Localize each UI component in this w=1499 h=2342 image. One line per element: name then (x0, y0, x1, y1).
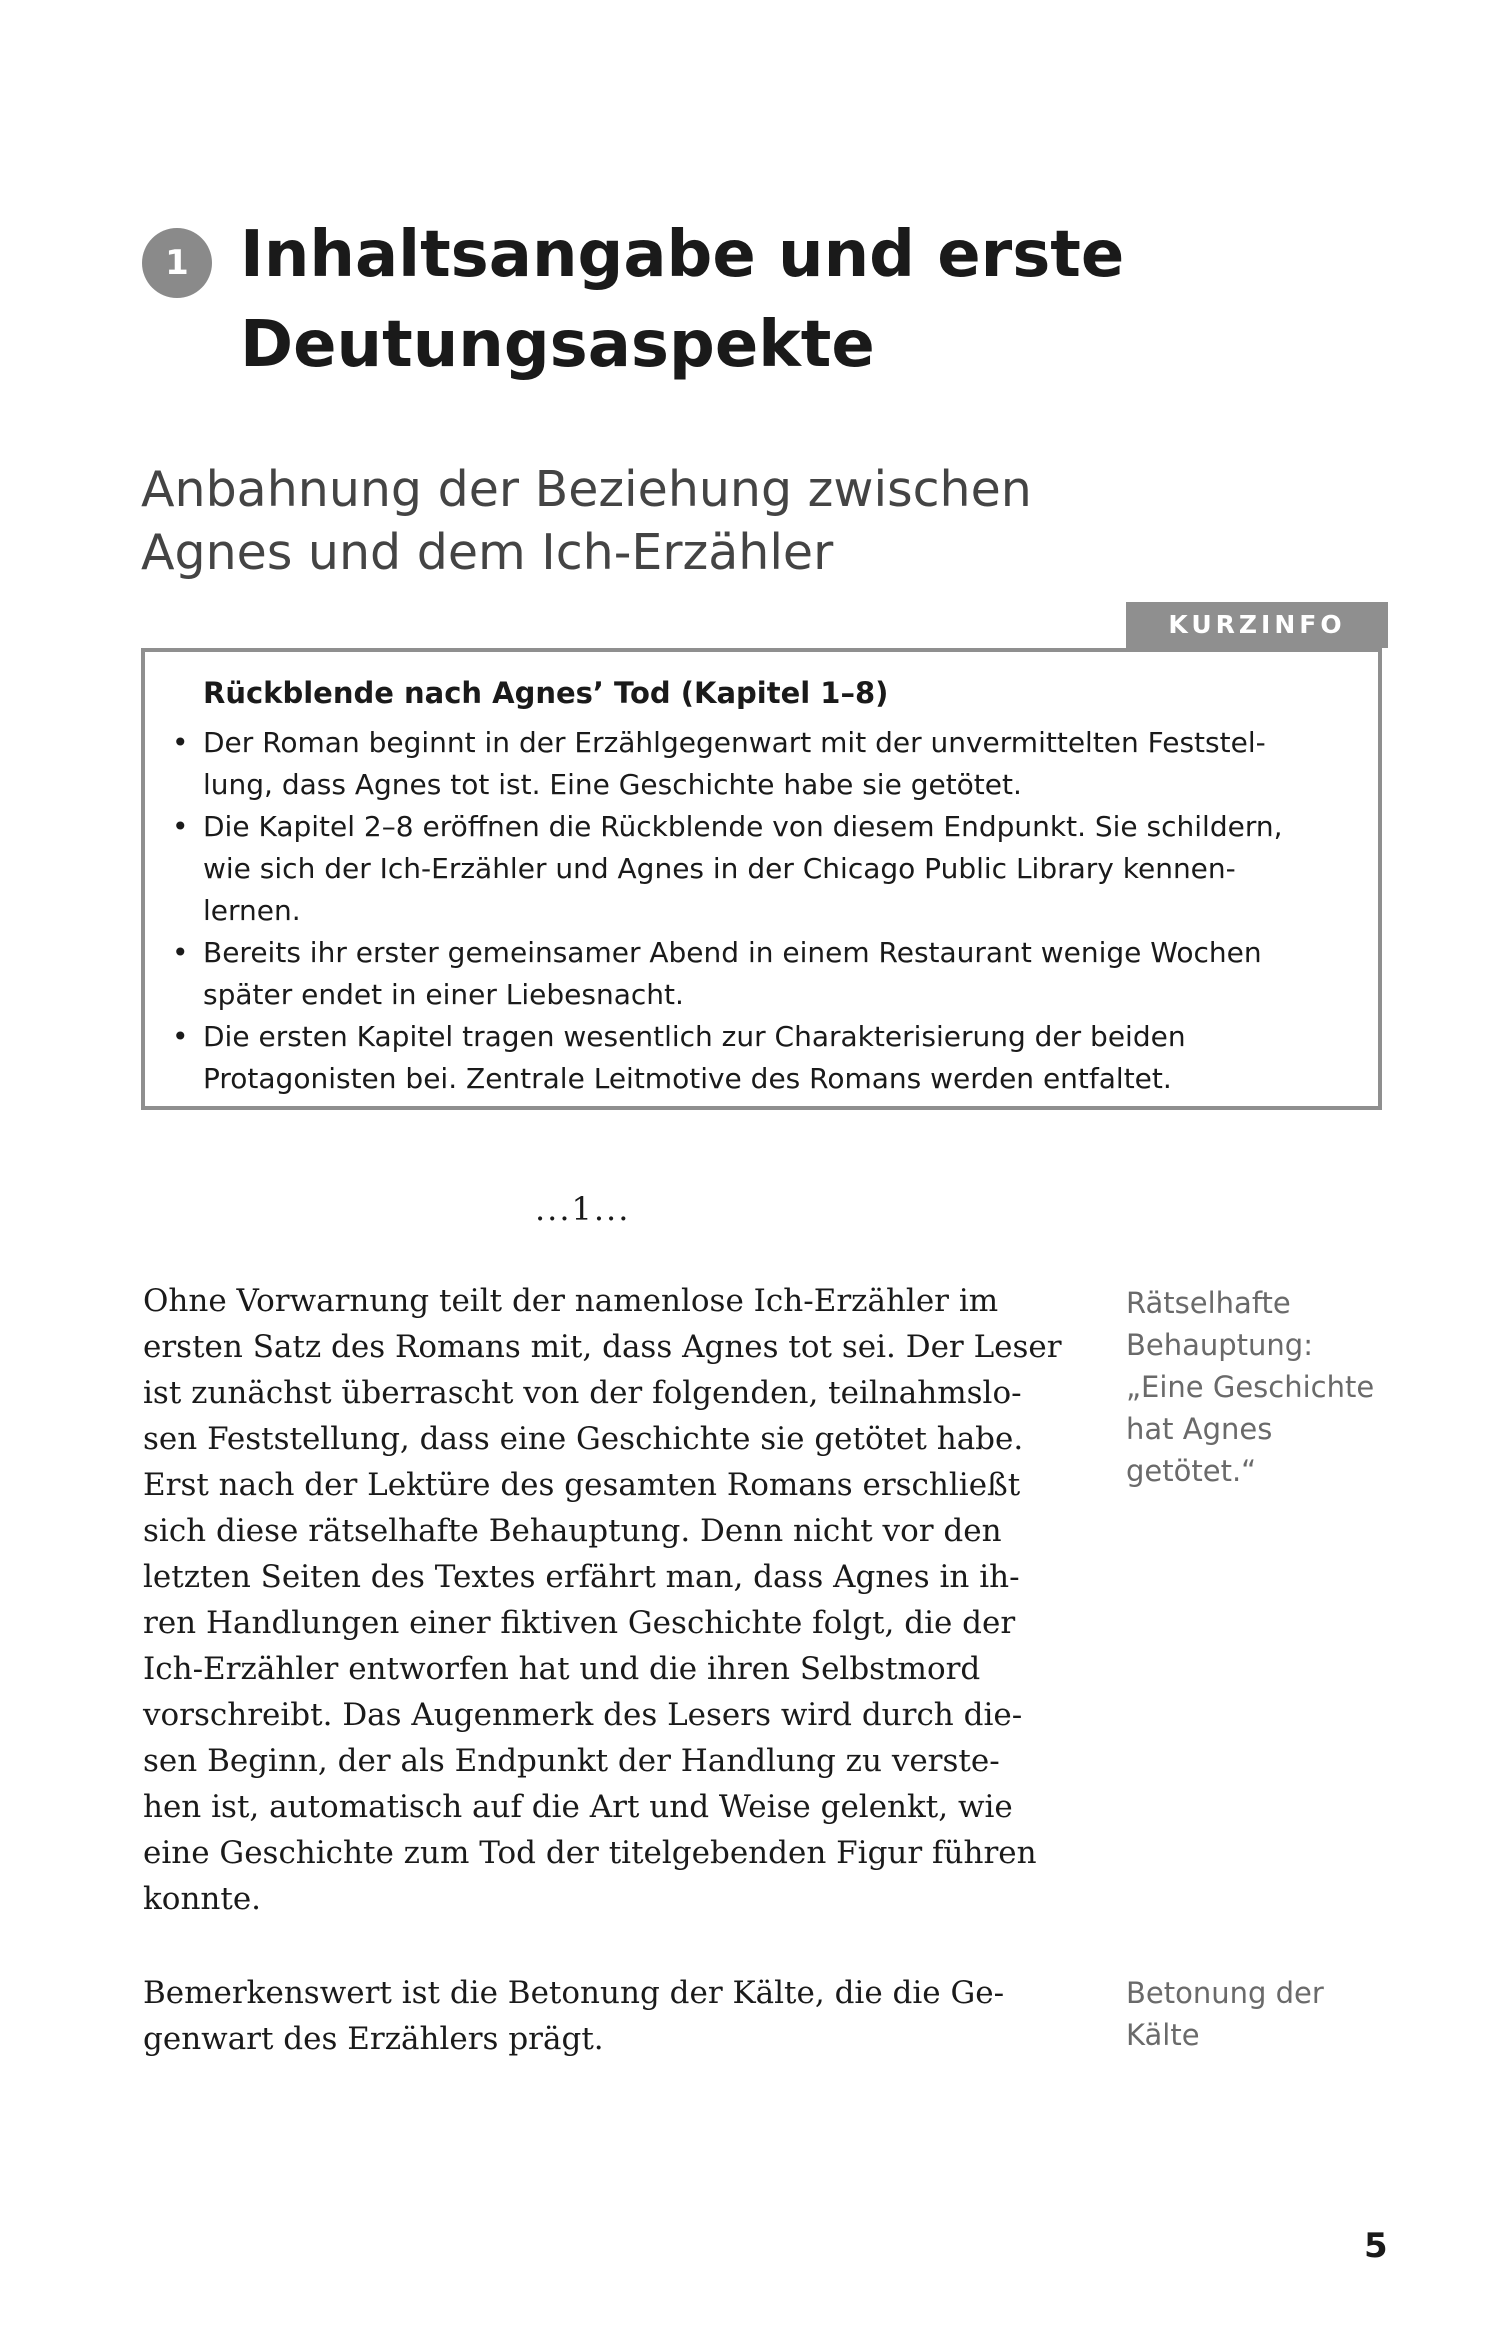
margin-note-line: Behauptung: (1126, 1328, 1313, 1362)
margin-note (1126, 1282, 1386, 1492)
paragraph-line: hen ist, automatisch auf die Art und Weise gelenkt, wie (143, 1789, 1013, 1825)
paragraph-line: Ohne Vorwarnung teilt der namenlose Ich-Erzähler im (143, 1283, 999, 1319)
margin-note (1126, 1972, 1386, 2056)
paragraph-line: Bemerkenswert ist die Betonung der Kälte, die die Ge- (143, 1975, 1005, 2011)
chapter-title (240, 210, 1124, 390)
chapter-title-line: Deutungsaspekte (240, 308, 875, 382)
body-paragraph (143, 1278, 1063, 1922)
kurzinfo-line: Die Kapitel 2–8 eröffnen die Rückblende von diesem Endpunkt. Sie schildern, (203, 810, 1283, 843)
chapter-number-badge: 1 (142, 228, 212, 298)
page-number: 5 (1364, 2226, 1388, 2266)
paragraph-line: konnte. (143, 1881, 262, 1917)
paragraph-line: ist zunächst überrascht von der folgenden, teilnahmslo- (143, 1375, 1022, 1411)
kurzinfo-line: lung, dass Agnes tot ist. Eine Geschichte habe sie getötet. (203, 768, 1022, 801)
section-title (141, 458, 1141, 584)
chapter-title-line: Inhaltsangabe und erste (240, 218, 1125, 292)
kurzinfo-line: Protagonisten bei. Zentrale Leitmotive des Romans werden entfaltet. (203, 1062, 1172, 1095)
bullet-icon: • (172, 936, 189, 969)
body-paragraph (143, 1970, 1063, 2062)
bullet-icon: • (172, 1020, 189, 1053)
paragraph-line: sich diese rätselhafte Behauptung. Denn nicht vor den (143, 1513, 1002, 1549)
paragraph-line: letzten Seiten des Textes erfährt man, dass Agnes in ih- (143, 1559, 1020, 1595)
margin-note-line: „Eine Geschichte (1126, 1370, 1375, 1404)
kurzinfo-list (172, 722, 1363, 1100)
paragraph-line: sen Beginn, der als Endpunkt der Handlung zu verste- (143, 1743, 1000, 1779)
paragraph-line: Ich-Erzähler entworfen hat und die ihren Selbstmord (143, 1651, 981, 1687)
kurzinfo-line: wie sich der Ich-Erzähler und Agnes in der Chicago Public Library kennen- (203, 852, 1236, 885)
kurzinfo-line: lernen. (203, 894, 301, 927)
margin-note-line: Rätselhafte (1126, 1286, 1291, 1320)
margin-note-line: Betonung der (1126, 1976, 1324, 2010)
kurzinfo-item (172, 722, 1363, 806)
paragraph-line: vorschreibt. Das Augenmerk des Lesers wird durch die- (143, 1697, 1023, 1733)
section-title-line: Agnes und dem Ich-Erzähler (141, 524, 834, 581)
bullet-icon: • (172, 726, 189, 759)
section-title-line: Anbahnung der Beziehung zwischen (141, 461, 1032, 518)
margin-note-line: getötet.“ (1126, 1454, 1257, 1488)
chapter-marker: ...1... (535, 1190, 631, 1228)
kurzinfo-heading: Rückblende nach Agnes’ Tod (Kapitel 1–8) (203, 676, 889, 710)
kurzinfo-line: später endet in einer Liebesnacht. (203, 978, 684, 1011)
margin-note-line: Kälte (1126, 2018, 1200, 2052)
kurzinfo-line: Die ersten Kapitel tragen wesentlich zur Charakterisierung der beiden (203, 1020, 1186, 1053)
paragraph-line: Erst nach der Lektüre des gesamten Romans erschließt (143, 1467, 1021, 1503)
kurzinfo-item (172, 806, 1363, 932)
bullet-icon: • (172, 810, 189, 843)
paragraph-line: sen Feststellung, dass eine Geschichte sie getötet habe. (143, 1421, 1024, 1457)
kurzinfo-item (172, 932, 1363, 1016)
paragraph-line: genwart des Erzählers prägt. (143, 2021, 604, 2057)
paragraph-line: ren Handlungen einer fiktiven Geschichte folgt, die der (143, 1605, 1016, 1641)
kurzinfo-tab: KURZINFO (1126, 602, 1388, 648)
paragraph-line: eine Geschichte zum Tod der titelgebenden Figur führen (143, 1835, 1037, 1871)
kurzinfo-line: Bereits ihr erster gemeinsamer Abend in einem Restaurant wenige Wochen (203, 936, 1262, 969)
paragraph-line: ersten Satz des Romans mit, dass Agnes tot sei. Der Leser (143, 1329, 1062, 1365)
margin-note-line: hat Agnes (1126, 1412, 1273, 1446)
kurzinfo-box (141, 648, 1382, 1110)
kurzinfo-item (172, 1016, 1363, 1100)
kurzinfo-line: Der Roman beginnt in der Erzählgegenwart mit der unvermittelten Feststel- (203, 726, 1266, 759)
